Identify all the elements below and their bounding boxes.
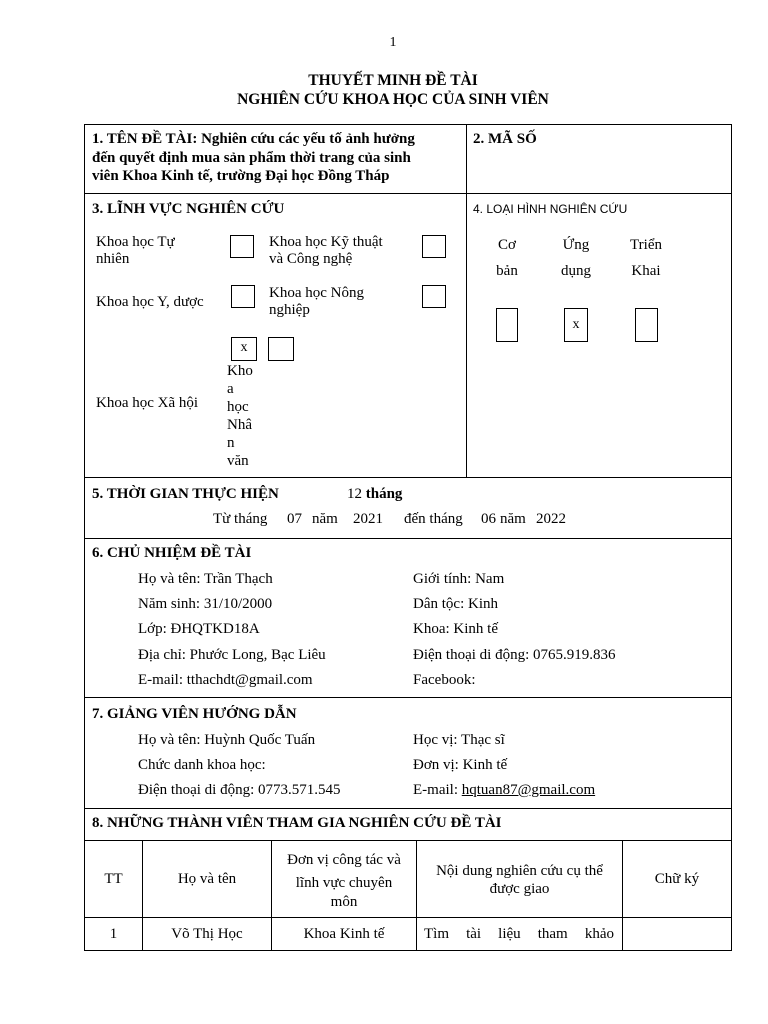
type-label: dụng [561, 263, 591, 279]
topic-title-line2: đến quyết định mua sản phẩm thời trang của sinh [92, 150, 411, 166]
checkbox-medicine[interactable] [231, 285, 255, 308]
header-content-line: được giao [489, 881, 550, 897]
type-label: Ứng [562, 237, 590, 253]
column-divider [466, 124, 467, 478]
leader-ethnicity: Dân tộc: Kinh [413, 596, 498, 612]
supervisor-label: 7. GIẢNG VIÊN HƯỚNG DẪN [92, 706, 297, 722]
field-engineering [269, 234, 383, 268]
code-label: 2. MÃ SỐ [473, 131, 537, 147]
to-month: 06 [481, 511, 496, 527]
field-agriculture [269, 285, 364, 319]
row-divider [84, 917, 732, 918]
checkbox-basic[interactable] [496, 308, 518, 342]
row-divider [84, 697, 732, 698]
table-border-right [731, 124, 732, 951]
leader-email: E-mail: tthachdt@gmail.com [138, 672, 313, 688]
row-content-word: tài [466, 926, 482, 942]
row-content-word: Tìm [424, 926, 449, 942]
leader-name: Họ và tên: Trần Thạch [138, 571, 273, 587]
members-label: 8. NHỮNG THÀNH VIÊN THAM GIA NGHIÊN CỨU ĐỀ TÀI [92, 815, 502, 831]
research-field-label: 3. LĨNH VỰC NGHIÊN CỨU [92, 201, 285, 217]
supervisor-email-label: E-mail: [413, 782, 462, 798]
duration-to: đến tháng [404, 511, 463, 527]
leader-facebook: Facebook: [413, 672, 476, 688]
supervisor-unit: Đơn vị: Kinh tế [413, 757, 508, 773]
row-divider [84, 538, 732, 539]
type-label: Cơ [498, 237, 516, 253]
row-tt: 1 [109, 926, 118, 942]
type-development [621, 232, 671, 284]
checkbox-development[interactable] [635, 308, 658, 342]
research-type-label: 4. LOẠI HÌNH NGHIÊN CỨU [473, 202, 628, 216]
checkbox-natural-science[interactable] [230, 235, 254, 258]
row-name: Võ Thị Học [171, 926, 243, 942]
header-unit-line: môn [330, 894, 358, 910]
field-label: văn [227, 453, 249, 469]
supervisor-name: Họ và tên: Huỳnh Quốc Tuấn [138, 732, 316, 748]
field-social-science: Khoa học Xã hội [96, 395, 199, 411]
table-border-bottom [84, 950, 732, 951]
row-divider [84, 477, 732, 478]
checkbox-engineering[interactable] [422, 235, 446, 258]
header-unit [272, 848, 416, 910]
leader-phone: Điện thoại di động: 0765.919.836 [413, 647, 616, 663]
leader-faculty: Khoa: Kinh tế [413, 621, 498, 637]
supervisor-email-link[interactable]: hqtuan87@gmail.com [461, 782, 596, 798]
leader-birthdate: Năm sinh: 31/10/2000 [138, 596, 273, 612]
checkbox-applied[interactable]: x [564, 308, 588, 342]
type-label: Khai [631, 263, 661, 279]
field-natural-science [96, 234, 175, 268]
leader-class: Lớp: ĐHQTKD18A [138, 621, 260, 637]
row-divider [84, 193, 732, 194]
topic-label: 1. TÊN ĐỀ TÀI: [92, 131, 198, 147]
checkbox-social-science[interactable]: x [231, 337, 257, 361]
field-label: và Công nghệ [269, 251, 353, 267]
duration-value [347, 486, 402, 503]
field-label: a [227, 381, 234, 397]
field-label: n [227, 435, 235, 451]
row-unit: Khoa Kinh tế [303, 926, 385, 942]
duration-number: 12 [347, 486, 362, 502]
field-humanities [227, 362, 253, 470]
row-content-word: liệu [498, 926, 521, 942]
type-label: bản [496, 263, 518, 279]
field-label: Khoa học Nông [269, 285, 364, 301]
from-year-label: năm [312, 511, 338, 527]
header-tt: TT [104, 871, 123, 887]
topic-text: Nghiên cứu các yếu tố ảnh hưởng [197, 131, 415, 147]
checkbox-agriculture[interactable] [422, 285, 446, 308]
header-unit-line: lĩnh vực chuyên [295, 875, 393, 891]
column-divider [622, 840, 623, 951]
document-subtitle: NGHIÊN CỨU KHOA HỌC CỦA SINH VIÊN [237, 91, 549, 108]
checkbox-humanities[interactable] [268, 337, 294, 361]
field-medicine: Khoa học Y, dược [96, 294, 204, 310]
leader-address: Địa chỉ: Phước Long, Bạc Liêu [138, 647, 326, 663]
field-label: nhiên [96, 251, 130, 267]
topic-title-line1 [92, 131, 415, 148]
header-signature: Chữ ký [654, 871, 700, 887]
field-label: học [227, 399, 249, 415]
row-divider [84, 808, 732, 809]
field-label: Khoa học Tự [96, 234, 175, 250]
row-content-word: tham [537, 926, 568, 942]
from-year: 2021 [353, 511, 383, 527]
duration-from: Từ tháng [213, 511, 268, 527]
document-title: THUYẾT MINH ĐỀ TÀI [308, 72, 478, 89]
supervisor-title: Chức danh khoa học: [138, 757, 266, 773]
field-label: Khoa học Kỹ thuật [269, 234, 383, 250]
from-month: 07 [287, 511, 302, 527]
header-content-line: Nội dung nghiên cứu cụ thể [436, 863, 603, 879]
field-label: Nhâ [227, 417, 252, 433]
field-label: Kho [227, 363, 253, 379]
header-content [417, 862, 622, 898]
row-content-word: khảo [584, 926, 614, 942]
header-unit-line: Đơn vị công tác và [287, 852, 401, 868]
field-label: nghiệp [269, 302, 310, 318]
leader-gender: Giới tính: Nam [413, 571, 505, 587]
duration-label: 5. THỜI GIAN THỰC HIỆN [92, 486, 279, 502]
to-year-label: năm [500, 511, 526, 527]
supervisor-degree: Học vị: Thạc sĩ [413, 732, 505, 748]
topic-title-line3: viên Khoa Kinh tế, trường Đại học Đồng Tháp [92, 168, 390, 184]
page-number: 1 [389, 35, 397, 50]
duration-unit: tháng [365, 486, 403, 502]
to-year: 2022 [536, 511, 566, 527]
header-name: Họ và tên [177, 871, 237, 887]
type-basic [482, 232, 532, 284]
type-applied [551, 232, 601, 284]
supervisor-email [413, 782, 595, 799]
type-label: Triển [630, 237, 662, 253]
row-content [424, 926, 614, 943]
table-border-left [84, 124, 85, 951]
supervisor-phone: Điện thoại di động: 0773.571.545 [138, 782, 341, 798]
table-border-top [84, 124, 732, 125]
row-divider [84, 840, 732, 841]
project-leader-label: 6. CHỦ NHIỆM ĐỀ TÀI [92, 545, 252, 561]
